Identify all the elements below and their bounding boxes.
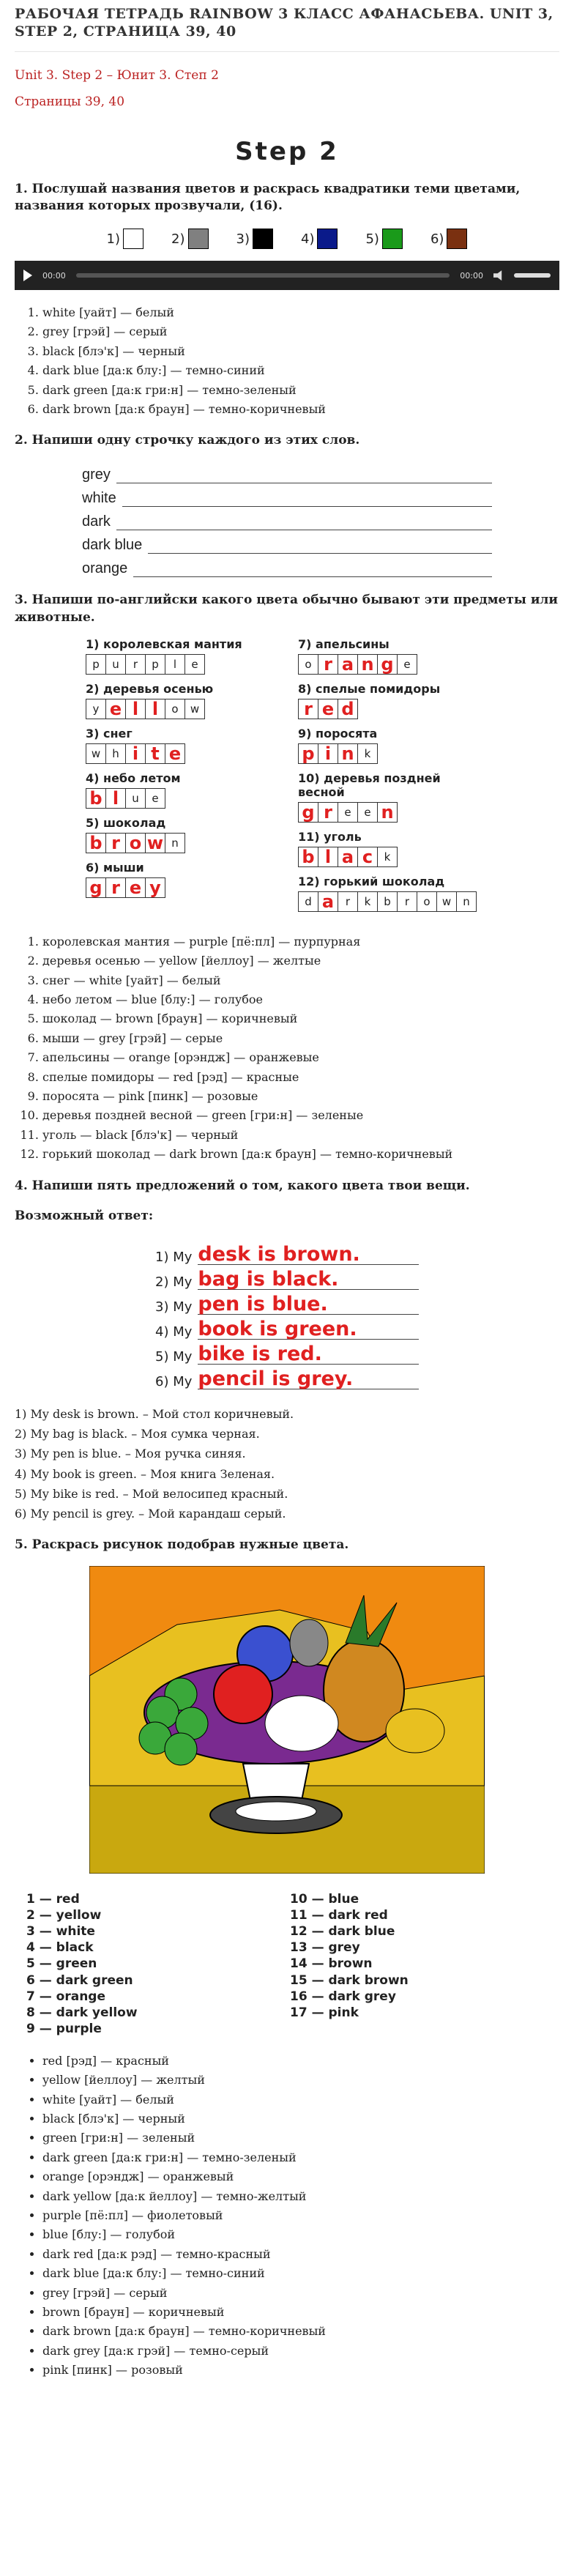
legend-item: 15 — dark brown xyxy=(290,1972,409,1988)
legend-item: 6 — dark green xyxy=(26,1972,133,1988)
answer-item: 10. деревья поздней весной — green [гри:н] — зеленые xyxy=(42,1106,559,1125)
puzzle-item xyxy=(298,637,488,675)
letter-box[interactable]: e xyxy=(357,802,378,823)
letter-box[interactable]: n xyxy=(165,833,185,853)
legend-item: 16 — dark grey xyxy=(290,1989,396,2004)
letter-box[interactable]: l xyxy=(105,788,126,809)
page xyxy=(15,0,559,2408)
letter-box[interactable]: o xyxy=(298,654,318,675)
letter-box[interactable]: u xyxy=(105,654,126,675)
answer-item: • dark brown [да:к браун] — темно-коричневый xyxy=(42,2322,559,2341)
letter-box[interactable]: l xyxy=(318,847,338,867)
letter-box[interactable]: p xyxy=(145,654,165,675)
task4-subtitle: Возможный ответ: xyxy=(15,1209,154,1224)
sentence-prefix: 2) My xyxy=(155,1274,193,1291)
volume-slider[interactable] xyxy=(514,273,551,278)
word-puzzle-grid xyxy=(15,637,559,919)
letter-boxes xyxy=(86,877,276,898)
swatch-box[interactable] xyxy=(447,229,467,249)
answer-item: • purple [пё:пл] — фиолетовый xyxy=(42,2206,559,2225)
answer-item: 6. мыши — grey [грэй] — серые xyxy=(42,1029,559,1048)
audio-player[interactable] xyxy=(15,261,559,290)
letter-box[interactable]: g xyxy=(377,654,398,675)
translation-line: 1) My desk is brown. – Мой стол коричневый. xyxy=(15,1407,294,1422)
letter-boxes xyxy=(298,743,488,764)
letter-box[interactable]: o xyxy=(417,891,437,912)
swatch-number: 3) xyxy=(236,231,250,247)
letter-box[interactable]: r xyxy=(105,877,126,898)
sentences-block xyxy=(155,1240,419,1389)
write-line[interactable] xyxy=(122,493,492,507)
puzzle-label: 8) спелые помидоры xyxy=(298,681,441,696)
unit-link[interactable]: Unit 3. Step 2 – Юнит 3. Степ 2 xyxy=(15,67,219,83)
word-label: white xyxy=(82,490,116,507)
task3-title: 3. Напиши по-английски какого цвета обычно бывают эти предметы или животные. xyxy=(15,593,559,626)
write-row xyxy=(82,483,492,507)
pages-link[interactable]: Страницы 39, 40 xyxy=(15,94,125,109)
sentence-answer[interactable]: desk is brown. xyxy=(198,1244,419,1265)
task1-title: 1. Послушай названия цветов и раскрась квадратики теми цветами, названия которых прозвучали, (16). xyxy=(15,181,521,214)
swatch-box[interactable] xyxy=(317,229,338,249)
puzzle-label: 6) мыши xyxy=(86,860,144,875)
sentence-answer[interactable]: pencil is grey. xyxy=(198,1369,419,1389)
legend-item: 12 — dark blue xyxy=(290,1924,395,1940)
letter-box[interactable]: e xyxy=(165,743,185,764)
puzzle-item xyxy=(298,682,488,719)
write-row xyxy=(82,530,492,554)
legend-item: 10 — blue xyxy=(290,1892,359,1907)
answer-item: • orange [орэндж] — оранжевый xyxy=(42,2167,559,2186)
task1-answers xyxy=(15,303,559,419)
answer-item: 1. королевская мантия — purple [пё:пл] — пурпурная xyxy=(42,932,559,951)
word-puzzle-right xyxy=(298,637,488,919)
answer-item: 4. небо летом — blue [блу:] — голубое xyxy=(42,990,559,1009)
letter-box[interactable]: a xyxy=(338,654,358,675)
letter-box[interactable]: c xyxy=(357,847,378,867)
sentence-prefix: 4) My xyxy=(155,1324,193,1340)
letter-box[interactable]: i xyxy=(318,743,338,764)
puzzle-item xyxy=(86,771,276,809)
write-line[interactable] xyxy=(148,540,492,554)
word-label: grey xyxy=(82,467,111,483)
letter-boxes xyxy=(298,891,488,912)
sentence-prefix: 3) My xyxy=(155,1299,193,1315)
task5-answers xyxy=(15,2052,559,2380)
letter-box[interactable]: b xyxy=(377,891,398,912)
answer-item: • green [гри:н] — зеленый xyxy=(42,2128,559,2148)
write-line[interactable] xyxy=(116,516,492,530)
site-header xyxy=(15,0,559,52)
letter-box[interactable]: r xyxy=(125,654,146,675)
swatch-5 xyxy=(365,229,402,249)
letter-box[interactable]: r xyxy=(397,891,417,912)
time-start: 00:00 xyxy=(42,270,66,281)
swatch-4 xyxy=(301,229,338,249)
swatch-box[interactable] xyxy=(123,229,144,249)
swatch-2 xyxy=(171,229,208,249)
translation-line: 2) My bag is black. – Моя сумка черная. xyxy=(15,1427,260,1441)
letter-boxes xyxy=(298,802,488,823)
answer-item: 5. шоколад — brown [браун] — коричневый xyxy=(42,1009,559,1028)
letter-box[interactable]: n xyxy=(377,802,398,823)
word-label: dark blue xyxy=(82,537,143,554)
letter-box[interactable]: g xyxy=(86,877,106,898)
answer-item: • dark yellow [да:к йеллоу] — темно-желтый xyxy=(42,2187,559,2206)
swatch-number: 5) xyxy=(365,231,379,247)
letter-box[interactable]: e xyxy=(397,654,417,675)
play-icon[interactable] xyxy=(23,270,32,281)
puzzle-item xyxy=(86,682,276,719)
sentence-row xyxy=(155,1365,419,1389)
legend-item: 14 — brown xyxy=(290,1956,373,1972)
letter-box[interactable]: p xyxy=(86,654,106,675)
swatch-3 xyxy=(236,229,273,249)
translations xyxy=(15,1404,559,1523)
legend-item: 5 — green xyxy=(26,1956,97,1972)
sentence-row xyxy=(155,1290,419,1315)
letter-box[interactable]: u xyxy=(125,788,146,809)
sentence-prefix: 6) My xyxy=(155,1374,193,1390)
letter-box[interactable]: e xyxy=(184,654,205,675)
swatch-number: 1) xyxy=(106,231,121,247)
answer-item: • dark red [да:к рэд] — темно-красный xyxy=(42,2245,559,2264)
letter-box[interactable]: b xyxy=(298,847,318,867)
translation-line: 6) My pencil is grey. – Мой карандаш серый. xyxy=(15,1507,286,1521)
puzzle-label: 5) шоколад xyxy=(86,815,166,830)
swatch-number: 2) xyxy=(171,231,185,247)
letter-boxes xyxy=(298,654,488,675)
puzzle-item xyxy=(298,727,488,764)
swatch-number: 6) xyxy=(430,231,444,247)
puzzle-label: 12) горький шоколад xyxy=(298,874,445,888)
translation-line: 5) My bike is red. – Мой велосипед красный. xyxy=(15,1486,288,1501)
letter-boxes xyxy=(298,847,488,867)
write-line[interactable] xyxy=(116,469,492,483)
step-title: Step 2 xyxy=(235,136,339,166)
sentence-answer[interactable]: pen is blue. xyxy=(198,1294,419,1315)
sentence-answer[interactable]: book is green. xyxy=(198,1319,419,1340)
answer-item: • white [уайт] — белый xyxy=(42,2090,559,2109)
answer-item: • grey [грэй] — серый xyxy=(42,2284,559,2303)
sentence-row xyxy=(155,1340,419,1365)
page-title: РАБОЧАЯ ТЕТРАДЬ RAINBOW 3 КЛАСС АФАНАСЬЕВА. UNIT 3, STEP 2, СТРАНИЦА 39, 40 xyxy=(15,6,554,40)
letter-box[interactable]: r xyxy=(318,802,338,823)
legend-item: 11 — dark red xyxy=(290,1908,388,1923)
letter-boxes xyxy=(86,654,276,675)
letter-box[interactable]: y xyxy=(145,877,165,898)
letter-box[interactable]: p xyxy=(298,743,318,764)
letter-box[interactable]: e xyxy=(145,788,165,809)
letter-box[interactable]: r xyxy=(105,833,126,853)
word-puzzle-left xyxy=(86,637,276,919)
legend-item: 9 — purple xyxy=(26,2021,102,2036)
sentence-prefix: 1) My xyxy=(155,1250,193,1266)
legend-item: 2 — yellow xyxy=(26,1908,102,1923)
legend-left xyxy=(26,1891,290,2037)
swatch-number: 4) xyxy=(301,231,315,247)
color-swatches xyxy=(15,229,559,249)
sentence-row xyxy=(155,1240,419,1265)
legend-right xyxy=(290,1891,466,2037)
sentence-row xyxy=(155,1265,419,1290)
letter-box[interactable]: a xyxy=(338,847,358,867)
letter-box[interactable]: e xyxy=(318,699,338,719)
writing-lines xyxy=(82,460,492,577)
letter-box[interactable]: a xyxy=(318,891,338,912)
sentence-answer[interactable]: bag is black. xyxy=(198,1269,419,1290)
letter-box[interactable]: b xyxy=(86,833,106,853)
translation-line: 3) My pen is blue. – Моя ручка синяя. xyxy=(15,1447,246,1461)
puzzle-label: 9) поросята xyxy=(298,726,378,740)
coloring-picture xyxy=(89,1566,485,1874)
answer-item: 9. поросята — pink [пинк] — розовые xyxy=(42,1087,559,1106)
letter-box[interactable]: e xyxy=(105,699,126,719)
swatch-6 xyxy=(430,229,467,249)
letter-box[interactable]: r xyxy=(298,699,318,719)
swatch-1 xyxy=(107,229,144,249)
letter-boxes xyxy=(86,699,276,719)
letter-boxes xyxy=(86,743,276,764)
letter-box[interactable]: y xyxy=(86,699,106,719)
letter-box[interactable]: w xyxy=(436,891,457,912)
answer-item: • pink [пинк] — розовый xyxy=(42,2361,559,2380)
answer-item: 5. dark green [да:к гри:н] — темно-зеленый xyxy=(42,381,559,400)
volume-icon[interactable] xyxy=(493,270,504,281)
letter-box[interactable]: l xyxy=(145,699,165,719)
write-row xyxy=(82,507,492,530)
word-label: dark xyxy=(82,513,111,530)
puzzle-item xyxy=(86,727,276,764)
answer-item: 2. grey [грэй] — серый xyxy=(42,322,559,341)
letter-box[interactable]: t xyxy=(145,743,165,764)
puzzle-label: 2) деревья осенью xyxy=(86,681,214,696)
letter-box[interactable]: e xyxy=(125,877,146,898)
answer-item: • dark grey [да:к грэй] — темно-серый xyxy=(42,2342,559,2361)
answer-item: • red [рэд] — красный xyxy=(42,2052,559,2071)
letter-box[interactable]: b xyxy=(86,788,106,809)
letter-box[interactable]: d xyxy=(298,891,318,912)
letter-box[interactable]: n xyxy=(456,891,477,912)
puzzle-item xyxy=(298,830,488,867)
answer-item: • blue [блу:] — голубой xyxy=(42,2225,559,2244)
letter-box[interactable]: k xyxy=(357,743,378,764)
write-row xyxy=(82,460,492,483)
letter-box[interactable]: d xyxy=(338,699,358,719)
links xyxy=(15,68,559,109)
answer-item: 4. dark blue [да:к блу:] — темно-синий xyxy=(42,361,559,380)
answer-item: 3. снег — white [уайт] — белый xyxy=(42,971,559,990)
legend-item: 13 — grey xyxy=(290,1940,360,1956)
letter-boxes xyxy=(86,833,276,853)
legend-item: 7 — orange xyxy=(26,1989,106,2004)
swatch-box[interactable] xyxy=(382,229,403,249)
answer-item: 6. dark brown [да:к браун] — темно-коричневый xyxy=(42,400,559,419)
puzzle-label: 11) уголь xyxy=(298,829,362,844)
swatch-box[interactable] xyxy=(253,229,273,249)
letter-box[interactable]: n xyxy=(357,654,378,675)
time-end: 00:00 xyxy=(460,270,483,281)
answer-item: • dark blue [да:к блу:] — темно-синий xyxy=(42,2264,559,2283)
puzzle-item xyxy=(298,875,488,912)
answer-item: 8. спелые помидоры — red [рэд] — красные xyxy=(42,1068,559,1087)
task3-answers xyxy=(15,932,559,1165)
sentence-answer[interactable]: bike is red. xyxy=(198,1344,419,1365)
puzzle-item xyxy=(86,816,276,853)
answer-item: 7. апельсины — orange [орэндж] — оранжевые xyxy=(42,1048,559,1067)
answer-item: 12. горький шоколад — dark brown [да:к браун] — темно-коричневый xyxy=(42,1145,559,1164)
swatch-box[interactable] xyxy=(188,229,209,249)
answer-item: 2. деревья осенью — yellow [йеллоу] — желтые xyxy=(42,951,559,970)
letter-box[interactable]: w xyxy=(145,833,165,853)
write-line[interactable] xyxy=(133,563,492,577)
translation-line: 4) My book is green. – Моя книга Зеленая. xyxy=(15,1466,275,1481)
puzzle-label: 4) небо летом xyxy=(86,771,181,785)
puzzle-label: 7) апельсины xyxy=(298,636,390,651)
progress-track[interactable] xyxy=(76,273,450,278)
letter-box[interactable]: k xyxy=(357,891,378,912)
answer-item: 3. black [блэ'к] — черный xyxy=(42,342,559,361)
puzzle-label: 1) королевская мантия xyxy=(86,636,242,651)
letter-box[interactable]: w xyxy=(184,699,205,719)
letter-box[interactable]: r xyxy=(338,891,358,912)
answer-item: • yellow [йеллоу] — желтый xyxy=(42,2071,559,2090)
answer-item: • black [блэ'к] — черный xyxy=(42,2109,559,2128)
write-row xyxy=(82,554,492,577)
legend-item: 4 — black xyxy=(26,1940,94,1956)
letter-box[interactable]: g xyxy=(298,802,318,823)
answer-item: • brown [браун] — коричневый xyxy=(42,2303,559,2322)
puzzle-label: 3) снег xyxy=(86,726,133,740)
answer-item: 1. white [уайт] — белый xyxy=(42,303,559,322)
legend-item: 1 — red xyxy=(26,1892,80,1907)
legend-item: 8 — dark yellow xyxy=(26,2005,138,2020)
legend-item: 17 — pink xyxy=(290,2005,359,2020)
color-legend xyxy=(26,1891,559,2037)
puzzle-item xyxy=(86,637,276,675)
letter-box[interactable]: i xyxy=(125,743,146,764)
sentence-row xyxy=(155,1315,419,1340)
task5-title: 5. Раскрась рисунок подобрав нужные цвета. xyxy=(15,1537,349,1553)
letter-box[interactable]: k xyxy=(377,847,398,867)
letter-box[interactable]: o xyxy=(125,833,146,853)
letter-box[interactable]: l xyxy=(125,699,146,719)
task2-title: 2. Напиши одну строчку каждого из этих слов. xyxy=(15,433,360,448)
letter-boxes xyxy=(86,788,276,809)
letter-box[interactable]: h xyxy=(105,743,126,764)
letter-boxes xyxy=(298,699,488,719)
legend-item: 3 — white xyxy=(26,1924,95,1940)
task4-title: 4. Напиши пять предложений о том, какого цвета твои вещи. xyxy=(15,1178,470,1193)
puzzle-label: 10) деревья поздней весной xyxy=(298,771,441,799)
puzzle-item xyxy=(298,771,488,823)
answer-item: 11. уголь — black [блэ'к] — черный xyxy=(42,1126,559,1145)
letter-box[interactable]: e xyxy=(338,802,358,823)
puzzle-item xyxy=(86,861,276,898)
answer-item: • dark green [да:к гри:н] — темно-зеленый xyxy=(42,2148,559,2167)
sentence-prefix: 5) My xyxy=(155,1349,193,1365)
letter-box[interactable]: o xyxy=(165,699,185,719)
letter-box[interactable]: l xyxy=(165,654,185,675)
word-label: orange xyxy=(82,560,128,577)
letter-box[interactable]: w xyxy=(86,743,106,764)
letter-box[interactable]: r xyxy=(318,654,338,675)
letter-box[interactable]: n xyxy=(338,743,358,764)
